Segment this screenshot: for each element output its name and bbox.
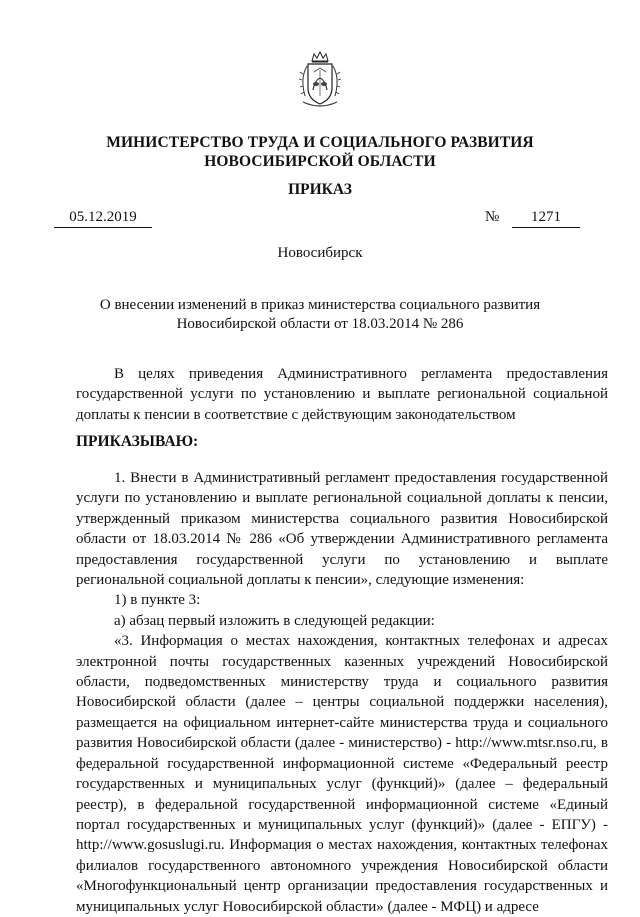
document-number: 1271	[512, 207, 580, 228]
subject-line2: Новосибирской области от 18.03.2014 № 286	[176, 316, 464, 332]
main-text	[76, 468, 608, 917]
paragraph-2: 1) в пункте 3:	[114, 592, 201, 609]
coat-of-arms-icon	[297, 50, 343, 110]
number-sign: №	[485, 209, 500, 225]
document-type: ПРИКАЗ	[288, 181, 352, 198]
paragraph-1: 1. Внести в Административный регламент предоставления государственной услуги по установлению и выплате региональной социальной доплаты к пенсии, утвержденный приказом министерства социального развития Новосибирской области от 18.03.2014 № 286 «Об утверждении Административного регламента предоставления государственной услуги по установлению и выплате региональной социальной доплаты к пенсии», следующие изменения:	[76, 470, 608, 589]
intro-block	[76, 364, 608, 425]
subject-line1: О внесении изменений в приказ министерства социального развития	[99, 297, 541, 313]
order-word: ПРИКАЗЫВАЮ:	[76, 433, 199, 450]
ministry-title-line2: НОВОСИБИРСКОЙ ОБЛАСТИ	[204, 153, 436, 170]
ministry-title-line1: МИНИСТЕРСТВО ТРУДА И СОЦИАЛЬНОГО РАЗВИТИЯ	[106, 134, 534, 151]
paragraph-4: «3. Информация о местах нахождения, контактных телефонах и адресах электронной почты государственных казенных учреждений Новосибирской области, подведомственных министерству труда и социального развития Новосибирской области (далее – центры социальной поддержки населения), размещается на официальном интернет-сайте министерства труда и социального развития Новосибирской области (далее - министерство) - http://www.mtsr.nso.ru, в федеральной государственной информационной системе «Федеральный реестр государственных и муниципальных услуг (функций)» (далее – федеральный реестр), в федеральной государственной информационной системе «Единый портал государственных и муниципальных услуг (функций)» (далее - ЕПГУ) - http://www.gosuslugi.ru. Информация о местах нахождения, контактных телефонах филиалов государственного автономного учреждения Новосибирской области «Многофункциональный центр организации предоставления государственных и муниципальных услуг Новосибирской области» (далее - МФЦ) и адресе	[76, 633, 608, 915]
document-date: 05.12.2019	[54, 207, 152, 228]
paragraph-3: а) абзац первый изложить в следующей редакции:	[114, 612, 435, 629]
intro-paragraph: В целях приведения Административного регламента предоставления государственной услуги по установлению и выплате региональной социальной доплаты к пенсии в соответствие с действующим законодательством	[76, 366, 608, 423]
city: Новосибирск	[277, 245, 363, 261]
